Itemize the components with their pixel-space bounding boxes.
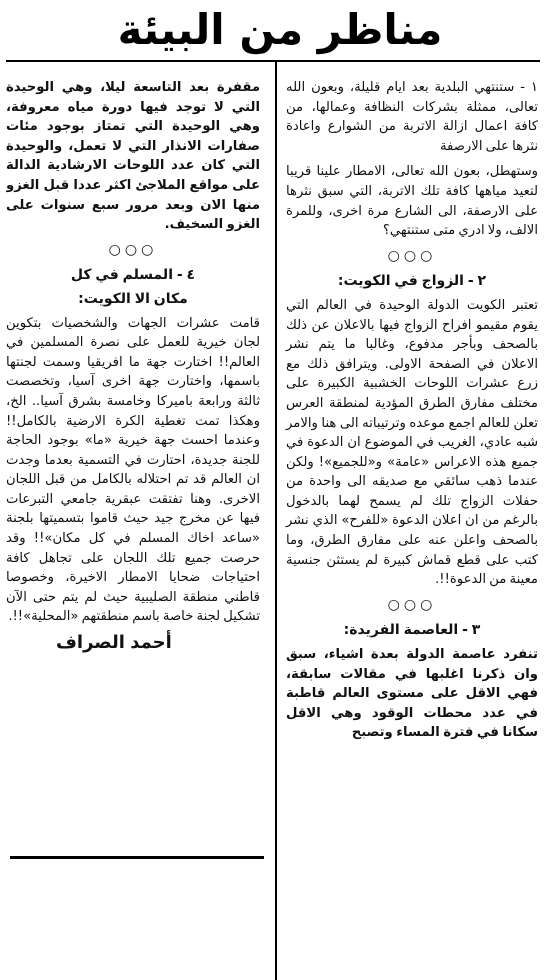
author-signature: أحمد الصراف (56, 632, 172, 654)
column-divider (275, 62, 277, 980)
signature-rule (10, 856, 264, 859)
paragraph-capital-continued: مقفرة بعد التاسعة ليلا، وهي الوحيدة التي لا توجد فيها دورة مياه معروفة، وهي الوحيدة التي تمتاز بوجود مئات صفارات الانذار التي لا تعمل، والوحيدة التي كان عدد اللوحات الارشادية الدالة على مواقع الملاجئ اكثر عددا قبل الغزو منها الان وبعد مرور سبع سنوات على الغزو السخيف. (6, 80, 260, 233)
section-heading-capital: ٣ - العاصمة الفريدة: (343, 622, 481, 639)
left-column (6, 78, 264, 868)
paragraph-muslim: قامت عشرات الجهات والشخصيات بتكوين لجان خيرية للعمل على نصرة المسلمين في العالم!! اختارت جهة ما افريقيا وسمت لجنتها باسمها، واختارت جهة اخرى آسيا، وتخصصت ثالثة ورابعة باميركا وخامسة بشرق آسيا.. الخ، وهكذا تمت تغطية الكرة الارضية بالكامل!! وعندما احست جهة خيرية «ما» بوجود الحاجة للجنة جديدة، احتارت في التسمية بعدما وجدت ان العالم قد تم احتلاله بالكامل من قبل اللجان الاخرى. وهنا تفتقت عبقرية جامعي التبرعات فيها عن مخرج جيد حيث قاموا بتسميتها بلجنة «ساعد اخاك المسلم في كل مكان»!! وقد حرصت جميع تلك اللجان على تجاهل كافة احتياجات ضحايا الامطار الاخيرة، وخصوصا قاطني منطقة الصليبية حيث لم يتم حتى الآن تشكيل لجنة خاصة باسم منطقتهم «المحلية»!!. (6, 315, 260, 625)
section-separator: ○○○ (108, 241, 158, 258)
paragraph-1: ١ - ستنتهي البلدية بعد ايام قليلة، وبعون الله تعالى، ممثلة بشركات النظافة وعمالها، من كافة اعمال ازالة الاتربة من الشوارع واعادة نثرها على الارصفة (286, 80, 538, 154)
header-rule (6, 60, 540, 62)
section-heading-marriage: ٢ - الزواج في الكويت: (337, 273, 487, 290)
section-heading-muslim-line2: مكان الا الكويت: (78, 290, 188, 307)
page-title: مناظر من البيئة (117, 5, 443, 54)
paragraph-2: وستهطل، بعون الله تعالى، الامطار علينا قريبا لتعيد مياهها كافة تلك الاتربة، التي سبق نثرها على الارصفة، الى الشارع مرة اخرى، وللمرة الالف، ولا ادري متى ستنتهي؟ (286, 164, 538, 239)
section-heading-muslim: ٤ - المسلم في كل (70, 267, 196, 284)
section-separator: ○○○ (387, 247, 437, 264)
right-column (280, 78, 538, 976)
section-separator: ○○○ (387, 596, 437, 613)
paragraph-marriage: تعتبر الكويت الدولة الوحيدة في العالم التي يقوم مقيمو افراح الزواج فيها بالاعلان عن ذلك بالصحف وبأجر مدفوع، وغالبا ما يتم نشر الاعلان في الصفحة الاولى. ويترافق ذلك مع زرع عشرات اللوحات الخشبية الكبيرة على مختلف مفارق الطرق المؤدية لمنطقة العرس تعلن للعالم اجمع موعده وترتيباته الى هنا والامر شبه عادي، الغريب في الموضوع ان الدعوة في جميع هذه الاعراس «عامة» و«للجميع»! ولكن عندما ذهب سائقي مع صديقه الى واحدة من حفلات الزواج تلك لم يسمح لهما بالدخول بالرغم من ان اعلان الدعوة «للفرح» الذي نشر بالصحف واعلن عنه على مفارق الطرق، وما كتب على قطع قماش كبيرة لم يستثن جنسية معينة من الدعوة!!. (286, 297, 538, 588)
paragraph-capital: تنفرد عاصمة الدولة بعدة اشياء، سبق وان ذكرنا اغلبها في مقالات سابقة، فهي الاقل على مستوى العالم قاطبة في عدد محطات الوقود وهي الاقل سكانا في فترة المساء وتصبح (286, 647, 538, 741)
